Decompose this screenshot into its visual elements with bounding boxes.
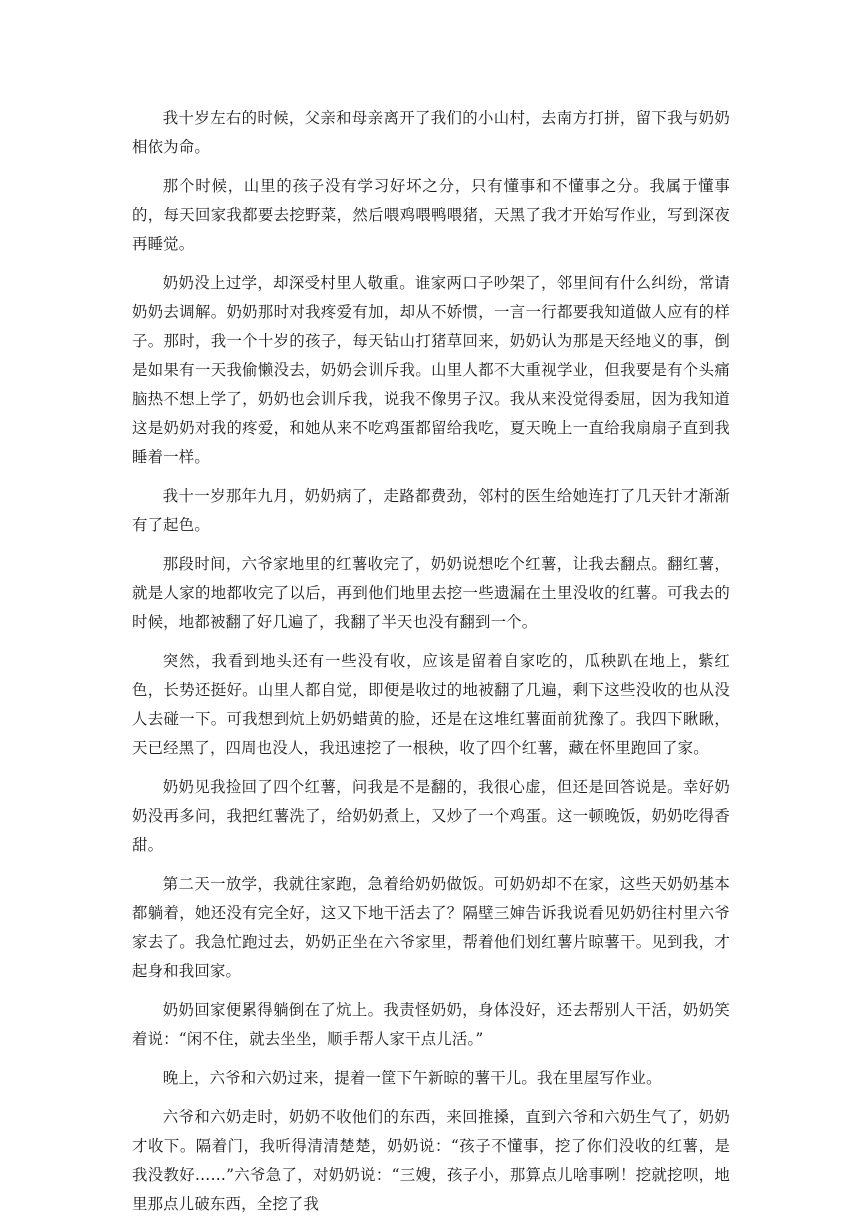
paragraph-11: 六爷和六奶走时，奶奶不收他们的东西，来回推搡，直到六爷和六奶生气了，奶奶才收下。隔着门，我听得清清楚楚，奶奶说：“孩子不懂事，挖了你们没收的红薯，是我没教好……”六爷急了，对奶奶说：“三嫂，孩子小，那算点儿啥事咧！挖就挖呗，地里那点儿破东西，全挖了我 <box>132 1108 730 1213</box>
paragraph-8: 第二天一放学，我就往家跑，急着给奶奶做饭。可奶奶却不在家，这些天奶奶基本都躺着，她还没有完全好，这又下地干活去了？隔壁三婶告诉我说看见奶奶往村里六爷家去了。我急忙跑过去，奶奶正坐在六爷家里，帮着他们划红薯片晾薯干。见到我，才起身和我回家。 <box>132 875 730 980</box>
paragraph-10: 晚上，六爷和六奶过来，提着一筐下午新晾的薯干儿。我在里屋写作业。 <box>162 1069 662 1087</box>
paragraph-6: 突然，我看到地头还有一些没有收，应该是留着自家吃的，瓜秧趴在地上，紫红色，长势还挺好。山里人都自觉，即便是收过的地被翻了几遍，剩下这些没收的也从没人去碰一下。可我想到炕上奶奶蜡黄的脸，还是在这堆红薯面前犹豫了。我四下瞅瞅，天已经黑了，四周也没人，我迅速挖了一根秧，收了四个红薯，藏在怀里跑回了家。 <box>132 652 730 757</box>
paragraph-2: 那个时候，山里的孩子没有学习好坏之分，只有懂事和不懂事之分。我属于懂事的，每天回家我都要去挖野菜，然后喂鸡喂鸭喂猪，天黑了我才开始写作业，写到深夜再睡觉。 <box>132 177 730 253</box>
document-page <box>132 104 730 1229</box>
paragraph-5: 那段时间，六爷家地里的红薯收完了，奶奶说想吃个红薯，让我去翻点。翻红薯，就是人家的地都收完了以后，再到他们地里去挖一些遗漏在土里没收的红薯。可我去的时候，地都被翻了好几遍了，我翻了半天也没有翻到一个。 <box>132 555 730 631</box>
paragraph-3: 奶奶没上过学，却深受村里人敬重。谁家两口子吵架了，邻里间有什么纠纷，常请奶奶去调解。奶奶那时对我疼爱有加，却从不娇惯，一言一行都要我知道做人应有的样子。那时，我一个十岁的孩子，每天钻山打猪草回来，奶奶认为那是天经地义的事，倒是如果有一天我偷懒没去，奶奶会训斥我。山里人都不大重视学业，但我要是有个头痛脑热不想上学了，奶奶也会训斥我，说我不像男子汉。我从来没觉得委屈，因为我知道这是奶奶对我的疼爱，和她从来不吃鸡蛋都留给我吃，夏天晚上一直给我扇扇子直到我睡着一样。 <box>132 274 730 466</box>
paragraph-1: 我十岁左右的时候，父亲和母亲离开了我们的小山村，去南方打拼，留下我与奶奶相依为命。 <box>132 109 730 156</box>
paragraph-4: 我十一岁那年九月，奶奶病了，走路都费劲，邻村的医生给她连打了几天针才渐渐有了起色。 <box>132 487 730 534</box>
paragraph-9: 奶奶回家便累得躺倒在了炕上。我责怪奶奶，身体没好，还去帮别人干活，奶奶笑着说：“闲不住，就去坐坐，顺手帮人家干点儿活。” <box>132 1001 730 1048</box>
paragraph-7: 奶奶见我捡回了四个红薯，问我是不是翻的，我很心虚，但还是回答说是。幸好奶奶没再多问，我把红薯洗了，给奶奶煮上，又炒了一个鸡蛋。这一顿晚饭，奶奶吃得香甜。 <box>132 778 730 854</box>
